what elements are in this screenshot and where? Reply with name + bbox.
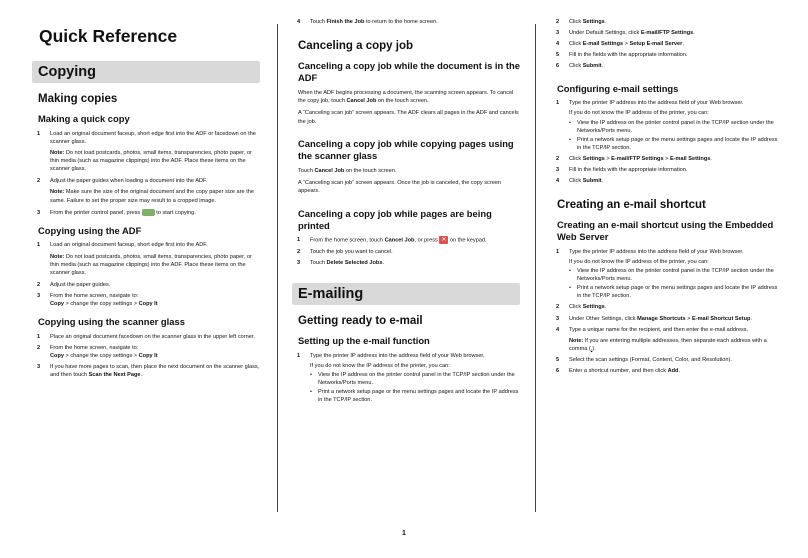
step: 1 Load an original document faceup, short edge first into the ADF or facedown on the scanner glass. Note: Do not load postcards, photos, small items, transparencies, photo paper, or thin media (such as magazine clippings) into the ADF. Place these items on the scanner glass.: [32, 130, 260, 174]
getting-ready-heading: Getting ready to e-mail: [298, 315, 423, 328]
making-copies-heading: Making copies: [38, 93, 118, 105]
ip-note: If you do not know the IP address of the printer, you can:: [569, 110, 709, 117]
column-divider-left: [277, 24, 278, 512]
cancel-adf-heading: Canceling a copy job while the document is in the ADF: [298, 60, 520, 83]
step: 2 Click Settings > E-mail/FTP Settings > E-mail Settings.: [556, 155, 712, 162]
ip-note: If you do not know the IP address of the printer, you can:: [310, 363, 450, 370]
step: 3 From the printer control panel, press to start copying.: [37, 209, 196, 216]
step: 2 Adjust the paper guides.: [37, 281, 111, 288]
step: 3 Under Other Settings, click Manage Shortcuts > E-mail Shortcut Setup.: [556, 315, 752, 322]
step: 3 If you have more pages to scan, then place the next document on the scanner glass, and then touch Scan the Next Page.: [37, 364, 260, 379]
step: 4 Click Submit.: [556, 178, 604, 185]
note: Note: Make sure the size of the original document and the copy paper size are the same. Failure to set the proper size may result to a cropped image.: [50, 189, 254, 204]
step: 1 Type the printer IP address into the address field of your Web browser. If you do not know the IP address of the printer, you can: • View the IP address on the printer control panel in the TCP/IP section under the Networks/Ports menu. • Print a network setup page or the menu settings pages and locate the IP address in the TCP/IP section.: [551, 248, 781, 301]
step: 2 Click Settings.: [556, 304, 607, 311]
column-3: [551, 18, 781, 379]
start-button-icon: [142, 209, 155, 216]
bullet: • View the IP address on the printer control panel in the TCP/IP section under the Networks/Ports menu.: [310, 371, 520, 387]
setup-email-steps: [292, 352, 520, 405]
step: 6 Click Submit.: [556, 63, 604, 70]
adf-copy-steps: [32, 241, 260, 308]
menu-path: Copy > change the copy settings > Copy It: [50, 301, 158, 308]
note: Note: If you are entering multiple addresses, then separate each address with a comma (,).: [569, 337, 767, 352]
section-copying-heading: Copying: [32, 61, 260, 83]
quick-copy-steps: [32, 130, 260, 217]
page-number: 1: [402, 530, 406, 537]
setup-email-heading: Setting up the e-mail function: [298, 335, 430, 347]
step: 4 Type a unique name for the recipient, and then enter the e-mail address. Note: If you are entering multiple addresses, then separate each address with a comma (,).: [551, 326, 781, 353]
step: 1 Place an original document facedown on the scanner glass in the upper left corner.: [37, 334, 255, 340]
step: 3 From the home screen, navigate to: Copy > change the copy settings > Copy It: [32, 292, 260, 308]
glass-copy-steps: [32, 333, 260, 380]
ip-options: [569, 267, 781, 300]
step: 1 Load an original document faceup, short edge first into the ADF. Note: Do not load postcards, photos, small items, transparencies, photo paper, or thin media (such as magazine clippings) into the ADF. Place these items on the scanner glass.: [32, 241, 260, 276]
cancel-copy-heading: Canceling a copy job: [298, 40, 414, 53]
column-divider-right: [535, 24, 536, 512]
step: 4 Touch Finish the Job to return to the home screen.: [297, 19, 438, 25]
stop-button-icon: ✕: [441, 237, 447, 244]
bullet: • View the IP address on the printer control panel in the TCP/IP section under the Networks/Ports menu.: [569, 267, 781, 283]
step: 2 Adjust the paper guides when loading a document into the ADF. Note: Make sure the size of the original document and the copy paper size are the same. Failure to set the proper size may result to a cropped image.: [32, 177, 260, 204]
step: 1 Type the printer IP address into the address field of your Web browser. If you do not know the IP address of the printer, you can: • View the IP address on the printer control panel in the TCP/IP section under the Networks/Ports menu. • Print a network setup page or the menu settings pages and locate the IP address in the TCP/IP section.: [292, 352, 520, 405]
ews-shortcut-heading: Creating an e-mail shortcut using the Embedded Web Server: [557, 219, 774, 243]
step: 3 Touch Delete Selected Jobs.: [297, 260, 385, 267]
cancel-printing-steps: [292, 236, 520, 267]
step: 5 Fill in the fields with the appropriate information.: [556, 52, 688, 59]
step: 2 Touch the job you want to cancel.: [297, 248, 393, 255]
step: 2 Click Settings.: [556, 19, 607, 25]
step: 5 Select the scan settings (Format, Content, Color, and Resolution).: [556, 356, 732, 363]
note: Note: Do not load postcards, photos, small items, transparencies, photo paper, or thin media (such as magazine clippings) into the ADF. Place these items on the scanner glass.: [50, 253, 252, 276]
config-email-steps: [551, 99, 781, 185]
step: 6 Enter a shortcut number, and then click Add.: [556, 368, 681, 375]
ip-note: If you do not know the IP address of the printer, you can:: [569, 258, 709, 265]
bullet: • Print a network setup page or the menu settings pages and locate the IP address in the TCP/IP section.: [569, 284, 781, 300]
setup-email-steps-continued: [551, 18, 781, 71]
shortcut-heading: Creating an e-mail shortcut: [557, 199, 706, 212]
step: 1 Type the printer IP address into the address field of your Web browser. If you do not know the IP address of the printer, you can: • View the IP address on the printer control panel in the TCP/IP section under the Networks/Ports menu. • Print a network setup page or the menu settings pages and locate the IP address in the TCP/IP section.: [551, 99, 781, 152]
page-title: Quick Reference: [39, 26, 178, 46]
paragraph: Touch Cancel Job on the touch screen.: [298, 167, 397, 174]
cancel-printing-heading: Canceling a copy job while pages are being printed: [298, 207, 492, 231]
quick-copy-heading: Making a quick copy: [38, 113, 130, 124]
cancel-glass-heading: Canceling a copy job while copying pages using the scanner glass: [298, 138, 514, 161]
bullet: • View the IP address on the printer control panel in the TCP/IP section under the Networks/Ports menu.: [569, 119, 781, 135]
config-email-heading: Configuring e-mail settings: [557, 82, 679, 94]
paragraph: A “Canceling scan job” screen appears. The ADF clears all pages in the ADF and cancels the job.: [298, 110, 519, 125]
column-1: [32, 18, 260, 384]
step: 3 Fill in the fields with the appropriate information.: [556, 167, 688, 174]
step: 1 From the home screen, touch Cancel Job, or press ✕ on the keypad.: [297, 237, 487, 244]
bullet: • Print a network setup page or the menu settings pages and locate the IP address in the TCP/IP section.: [569, 136, 781, 152]
paragraph: When the ADF begins processing a document, the scanning screen appears. To cancel the copy job, touch Cancel Job on the touch screen.: [298, 89, 514, 104]
adf-copy-heading: Copying using the ADF: [38, 224, 142, 236]
shortcut-steps: [551, 248, 781, 375]
step: 2 From the home screen, navigate to: Copy > change the copy settings > Copy It: [32, 344, 260, 360]
step: 4 Click E-mail Settings > Setup E-mail Server.: [556, 41, 684, 48]
step: 3 Under Default Settings, click E-mail/FTP Settings.: [556, 30, 695, 37]
menu-path: Copy > change the copy settings > Copy It: [50, 353, 158, 360]
glass-copy-steps-continued: [292, 18, 520, 26]
ip-options: [310, 371, 520, 404]
bullet: • Print a network setup page or the menu settings pages and locate the IP address in the TCP/IP section.: [310, 388, 520, 404]
note: Note: Do not load postcards, photos, small items, transparencies, photo paper, or thin media (such as magazine clippings) into the ADF. Place these items on the scanner glass.: [50, 149, 252, 173]
paragraph: A “Canceling scan job” screen appears. Once the job is canceled, the copy screen appears.: [298, 180, 502, 195]
glass-copy-heading: Copying using the scanner glass: [38, 316, 185, 328]
ip-options: [569, 119, 781, 152]
section-emailing-heading: E-mailing: [292, 283, 520, 305]
column-2: [292, 18, 520, 409]
